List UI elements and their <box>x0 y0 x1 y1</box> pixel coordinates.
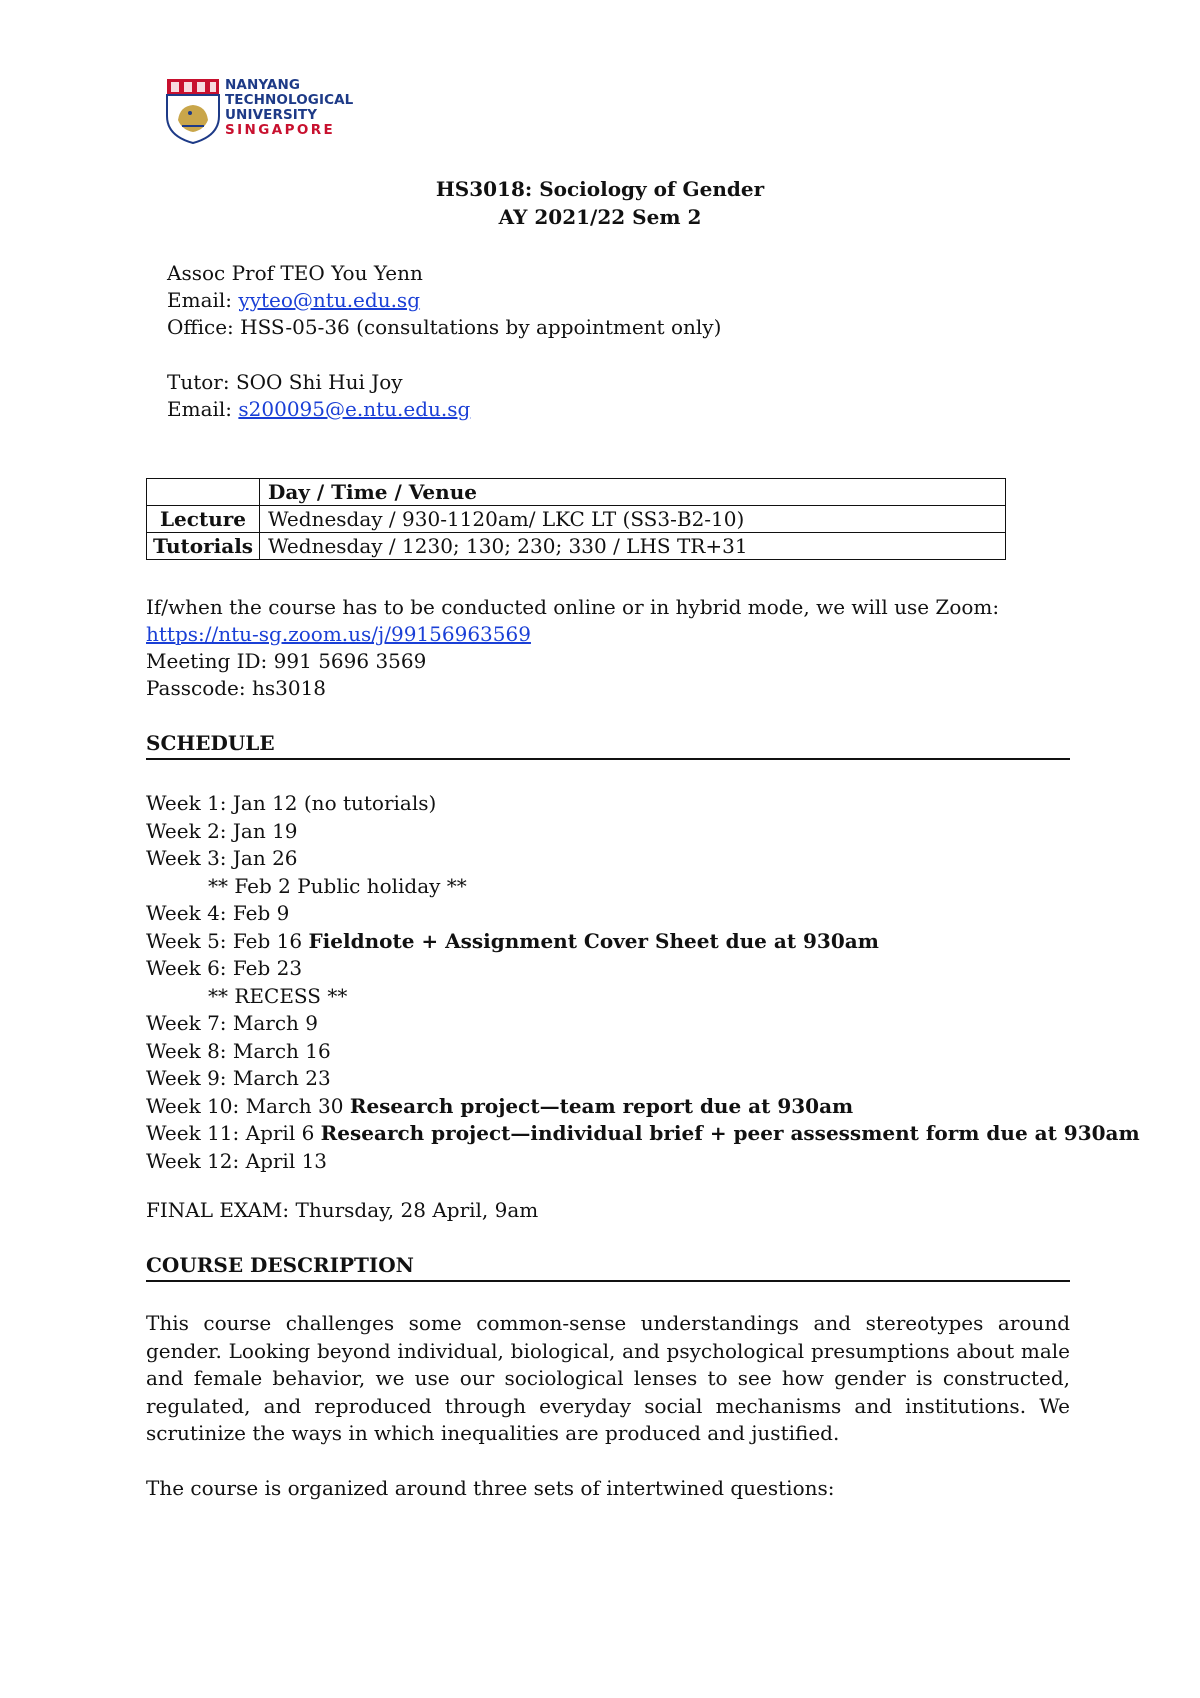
schedule-item-date: ** Feb 2 Public holiday ** <box>208 873 467 898</box>
course-title: HS3018: Sociology of Gender <box>435 177 765 201</box>
table-row <box>147 533 1006 560</box>
schedule-item-date: Week 8: March 16 <box>146 1038 331 1063</box>
course-description-intro: The course is organized around three sets of intertwined questions: <box>146 1476 835 1500</box>
table-header-cell <box>147 479 260 506</box>
logo-line-2: TECHNOLOGICAL <box>225 92 354 108</box>
schedule-item <box>146 845 1140 873</box>
instructor-name: Assoc Prof TEO You Yenn <box>167 261 423 285</box>
table-cell: Wednesday / 930-1120am/ LKC LT (SS3-B2-10) <box>260 506 1006 533</box>
table-header-cell: Day / Time / Venue <box>260 479 1006 506</box>
schedule-item-date: Week 5: Feb 16 <box>146 928 309 953</box>
schedule-item-date: Week 1: Jan 12 (no tutorials) <box>146 791 437 815</box>
logo-line-4: SINGAPORE <box>225 122 336 138</box>
schedule-item-deadline: Research project—team report due at 930am <box>349 1093 854 1118</box>
online-intro: If/when the course has to be conducted online or in hybrid mode, we will use Zoom: <box>146 595 1000 619</box>
schedule-item <box>146 1093 1140 1121</box>
final-exam: FINAL EXAM: Thursday, 28 April, 9am <box>146 1198 539 1222</box>
schedule-item-date: Week 6: Feb 23 <box>146 956 303 980</box>
schedule-item-date: Week 3: Jan 26 <box>146 846 298 870</box>
table-row-label: Tutorials <box>147 533 260 560</box>
schedule-item <box>146 955 1140 983</box>
logo-line-1: NANYANG <box>225 77 301 93</box>
schedule-item-deadline: Research project—individual brief + peer assessment form due at 930am <box>320 1121 1140 1145</box>
schedule-item <box>146 900 1140 928</box>
schedule-item <box>146 1120 1140 1148</box>
schedule-list <box>146 790 1140 1175</box>
schedule-item <box>146 1010 1140 1038</box>
schedule-item-date: Week 11: April 6 <box>146 1121 321 1145</box>
schedule-item-date: Week 2: Jan 19 <box>146 818 298 843</box>
schedule-item <box>146 1038 1140 1066</box>
instructor-email-link[interactable]: yyteo@ntu.edu.sg <box>238 288 421 312</box>
university-logo <box>166 78 356 148</box>
table-row-label: Lecture <box>147 506 260 533</box>
passcode: Passcode: hs3018 <box>146 676 327 700</box>
schedule-item-date: Week 10: March 30 <box>146 1093 350 1118</box>
crest-icon <box>166 78 220 144</box>
zoom-link[interactable]: https://ntu-sg.zoom.us/j/99156963569 <box>146 622 531 646</box>
schedule-item-date: ** RECESS ** <box>208 983 348 1008</box>
schedule-heading: SCHEDULE <box>146 730 1070 760</box>
schedule-item-date: Week 7: March 9 <box>146 1011 319 1035</box>
schedule-item <box>146 1065 1140 1093</box>
tutor-name: Tutor: SOO Shi Hui Joy <box>167 370 403 394</box>
schedule-item-date: Week 12: April 13 <box>146 1148 328 1173</box>
instructor-email-label: Email: <box>167 288 239 312</box>
table-row <box>147 479 1006 506</box>
table-row <box>147 506 1006 533</box>
logo-line-3: UNIVERSITY <box>225 107 318 123</box>
logo-wordmark <box>225 78 353 138</box>
schedule-item-deadline: Fieldnote + Assignment Cover Sheet due at 930am <box>308 928 879 953</box>
instructor-office: Office: HSS-05-36 (consultations by appointment only) <box>167 315 722 339</box>
schedule-item <box>146 983 1140 1011</box>
schedule-item <box>146 928 1140 956</box>
tutor-email-label: Email: <box>167 397 239 421</box>
schedule-item <box>146 818 1140 846</box>
instructor-email-line <box>167 287 420 313</box>
meeting-id: Meeting ID: 991 5696 3569 <box>146 649 427 673</box>
schedule-item-date: Week 4: Feb 9 <box>146 901 290 925</box>
schedule-item <box>146 790 1140 818</box>
schedule-item <box>146 873 1140 901</box>
course-description-paragraph: This course challenges some common-sense understandings and stereotypes around gender. Looking beyond individual, biological, and psychological presumptions about male and female behavior, we use our sociological lenses to see how gender is constructed, regulated, and reproduced through everyday social mechanisms and institutions. We scrutinize the ways in which inequalities are produced and justified. <box>146 1311 1070 1445</box>
table-cell: Wednesday / 1230; 130; 230; 330 / LHS TR+31 <box>260 533 1006 560</box>
timetable <box>146 478 1006 560</box>
schedule-item-date: Week 9: March 23 <box>146 1066 331 1090</box>
course-term: AY 2021/22 Sem 2 <box>498 205 702 229</box>
tutor-email-link[interactable]: s200095@e.ntu.edu.sg <box>238 397 471 421</box>
tutor-email-line <box>167 396 470 422</box>
schedule-item <box>146 1148 1140 1176</box>
course-description-heading: COURSE DESCRIPTION <box>146 1252 1070 1282</box>
